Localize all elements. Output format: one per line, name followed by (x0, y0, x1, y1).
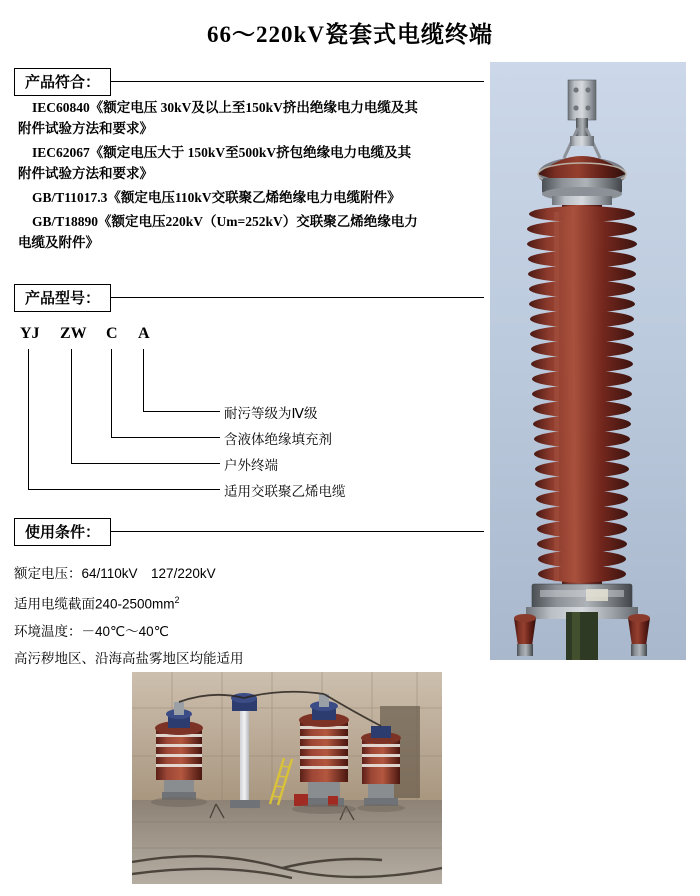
condition-temperature: 环境温度：－40℃～40℃ (14, 623, 169, 639)
condition-cable-section-sup: 2 (174, 595, 180, 605)
condition-environment: 高污秽地区、沿海高盐雾地区均能适用 (14, 650, 244, 666)
standard-line-1: IEC60840《额定电压 30kV及以上至150kV挤出绝缘电力电缆及其 (32, 100, 418, 115)
code-part-zw: ZW (60, 325, 87, 342)
model-explanation-zw: 户外终端 (224, 458, 278, 473)
model-code-letters (14, 325, 214, 349)
code-part-a: A (138, 325, 150, 342)
leader-line-yj (28, 349, 220, 490)
section-standards-title: 产品符合： (14, 68, 111, 96)
standard-line-4: GB/T18890《额定电压220kV（Um=252kV）交联聚乙烯绝缘电力 (32, 214, 418, 229)
terminal-photo-artwork (490, 62, 686, 660)
list-item (18, 142, 478, 184)
section-model-title: 产品型号： (14, 284, 111, 312)
model-explanation-yj: 适用交联聚乙烯电缆 (224, 484, 346, 499)
standard-line-3: GB/T11017.3《额定电压110kV交联聚乙烯绝缘电力电缆附件》 (32, 190, 401, 205)
conditions-list (14, 560, 454, 672)
standards-list (18, 97, 478, 256)
standard-line-4-cont: 电缆及附件》 (18, 235, 99, 250)
model-code-diagram (14, 325, 484, 510)
section-model-header (14, 284, 484, 310)
section-standards-header (14, 68, 484, 94)
condition-voltage: 额定电压：64/110kV 127/220kV (14, 566, 216, 581)
section-conditions-title: 使用条件： (14, 518, 111, 546)
terminal-photo (490, 62, 686, 660)
section-conditions-header (14, 518, 484, 544)
standard-line-2: IEC62067《额定电压大于 150kV至500kV挤包绝缘电力电缆及其 (32, 145, 412, 160)
list-item (18, 97, 478, 139)
code-part-c: C (106, 325, 118, 342)
list-item (18, 211, 478, 253)
condition-cable-section-text: 适用电缆截面240-2500mm (14, 596, 175, 612)
site-photo (132, 672, 442, 884)
model-explanation-c: 含液体绝缘填充剂 (224, 432, 332, 447)
model-explanation-a: 耐污等级为Ⅳ级 (224, 406, 318, 421)
condition-cable-section (14, 587, 454, 618)
insulator-sheds (527, 206, 637, 583)
standard-line-2-cont: 附件试验方法和要求》 (18, 166, 153, 181)
site-photo-artwork (132, 672, 442, 884)
code-part-yj: YJ (20, 325, 40, 342)
page-title: 66～220kV瓷套式电缆终端 (207, 22, 493, 47)
list-item (18, 187, 478, 208)
standard-line-1-cont: 附件试验方法和要求》 (18, 121, 153, 136)
